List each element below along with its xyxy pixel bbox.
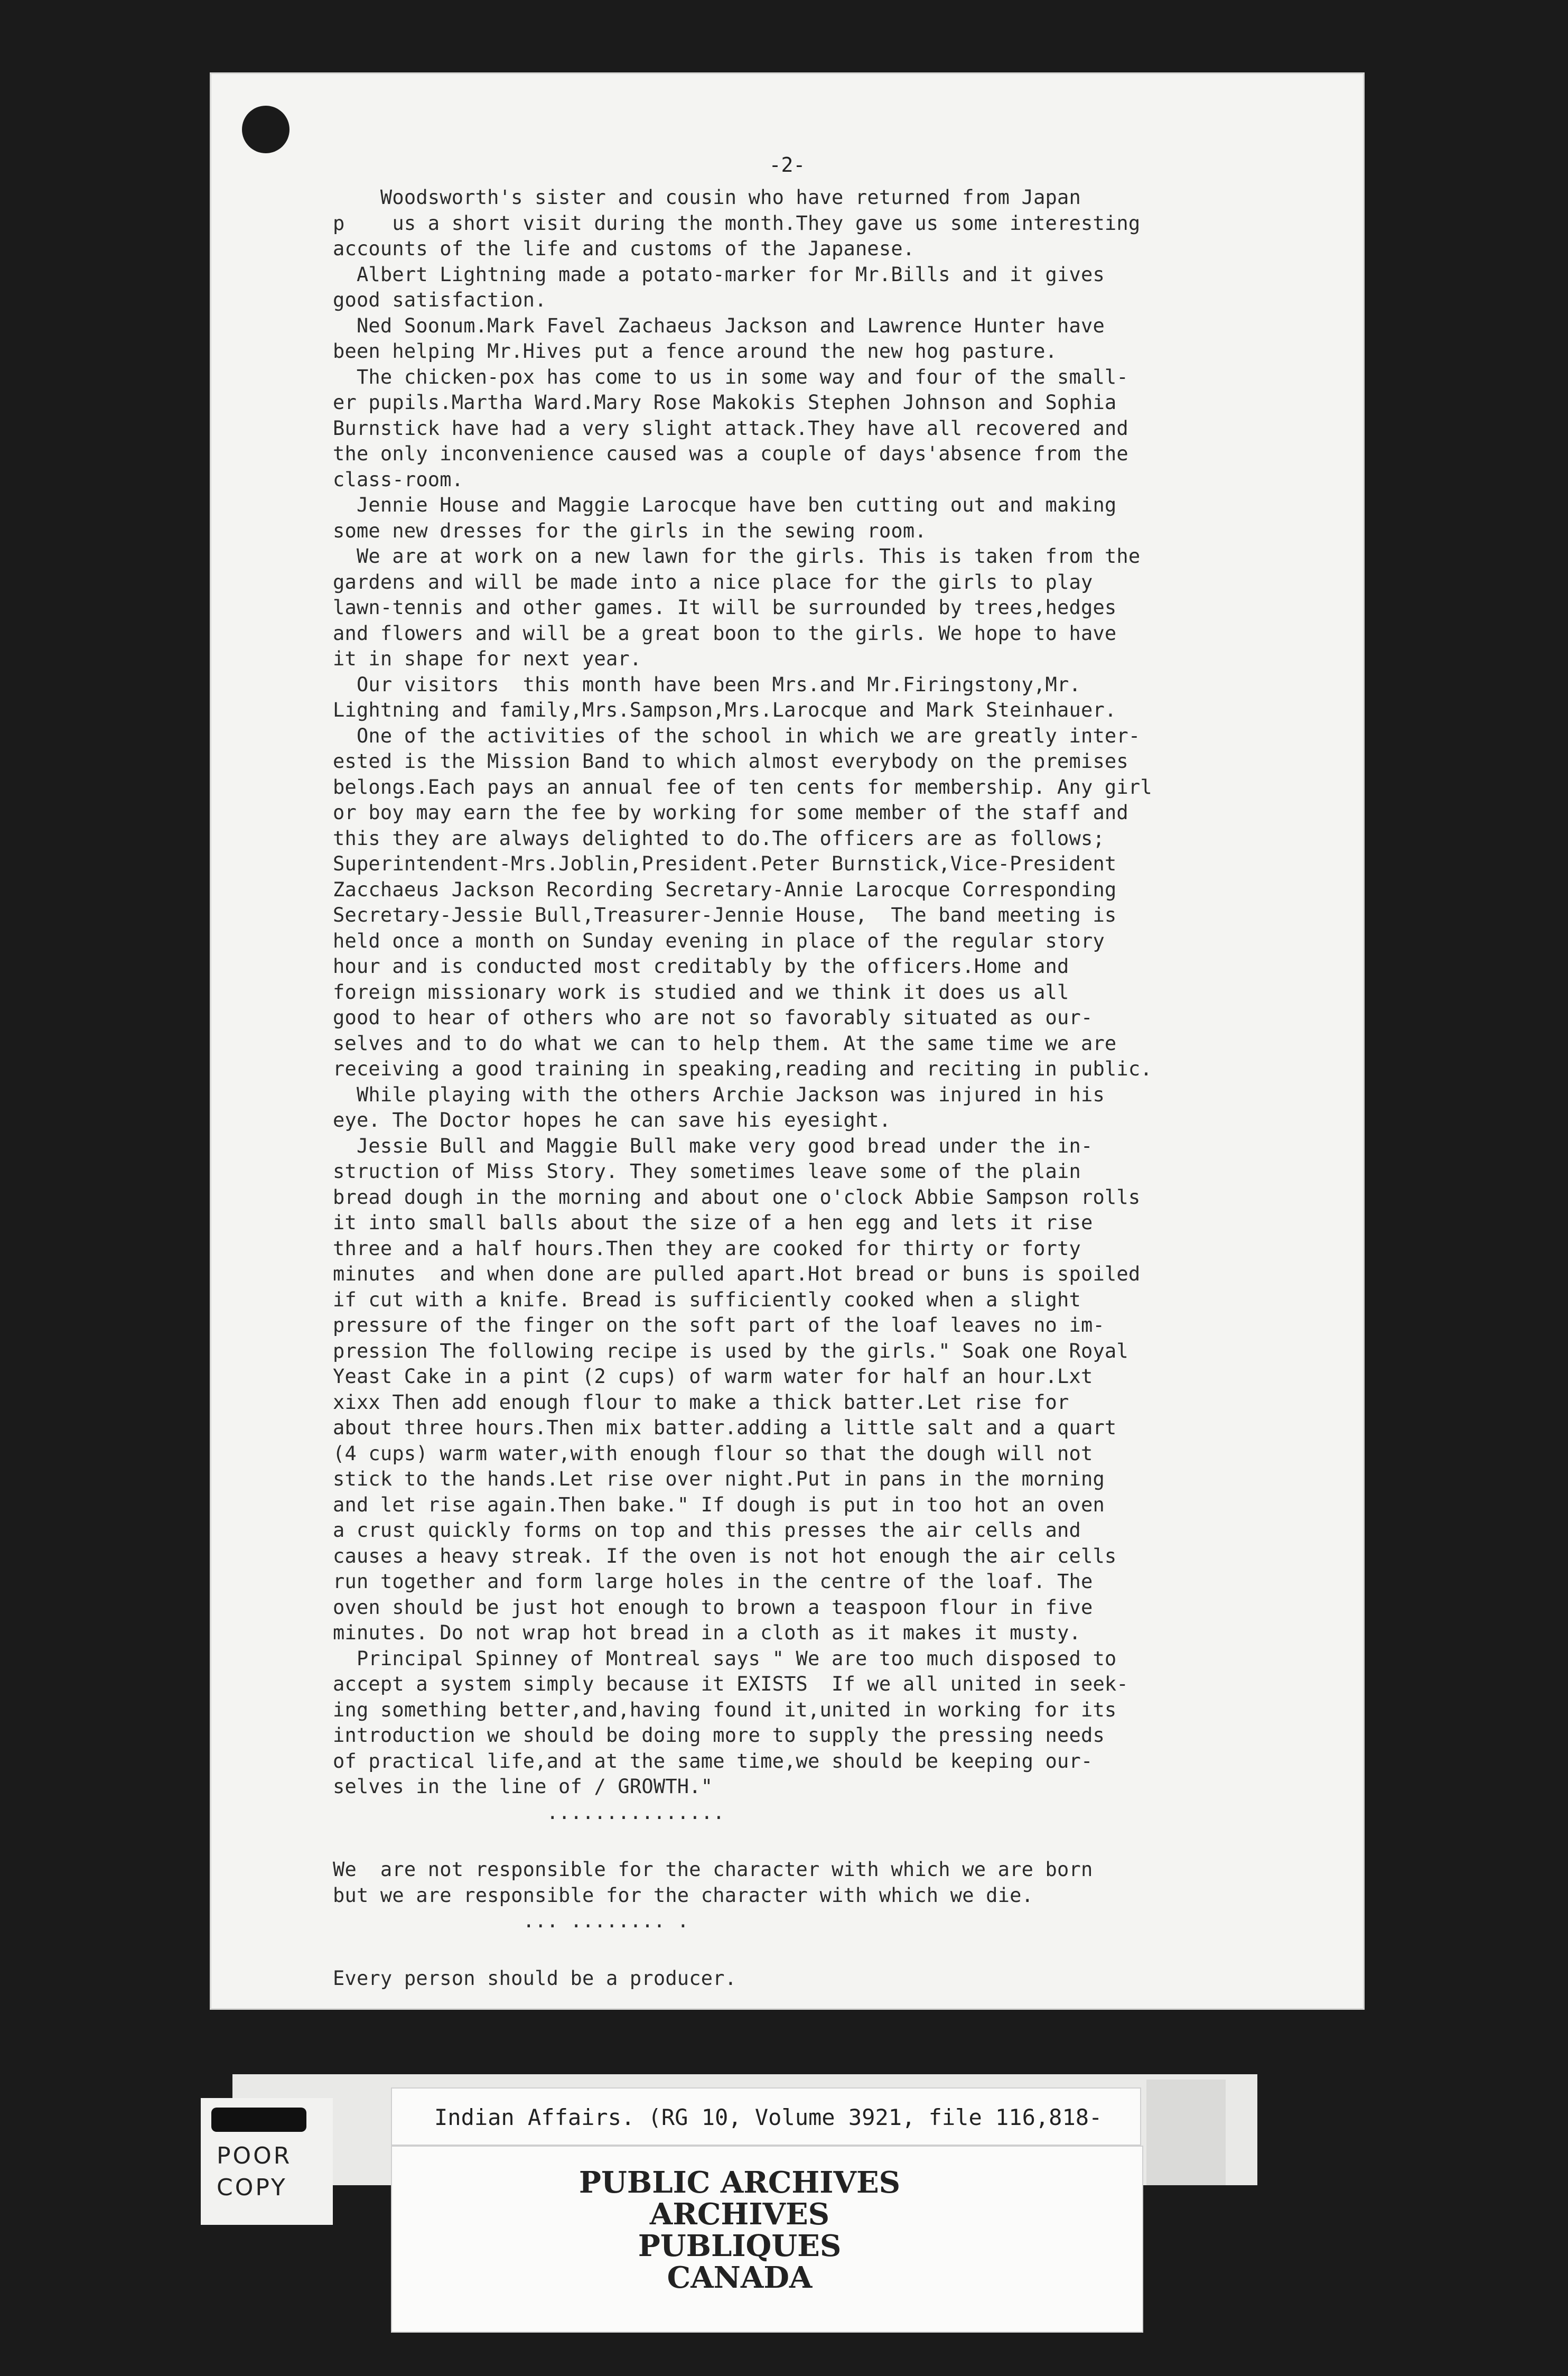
- text-line: gardens and will be made into a nice place for the girls to play: [333, 570, 1093, 593]
- text-line: p us a short visit during the month.They gave us some interesting: [333, 211, 1141, 235]
- handwritten-note-copy: COPY: [217, 2174, 287, 2201]
- separator-dots: ...............: [333, 1800, 725, 1824]
- text-line: good to hear of others who are not so favorably situated as our-: [333, 1006, 1093, 1029]
- text-line: held once a month on Sunday evening in place of the regular story: [333, 929, 1105, 952]
- spacer: [333, 1934, 1337, 1966]
- text-line: Our visitors this month have been Mrs.and Mr.Firingstony,Mr.: [333, 673, 1081, 696]
- text-line: xixx Then add enough flour to make a thick batter.Let rise for: [333, 1390, 1069, 1414]
- closing-line: Every person should be a producer.: [333, 1966, 737, 1990]
- text-line: pressure of the finger on the soft part of the loaf leaves no im-: [333, 1314, 1105, 1336]
- text-line: One of the activities of the school in which we are greatly inter-: [333, 724, 1141, 747]
- text-line: class-room.: [333, 468, 464, 491]
- handwritten-note-poor: POOR: [217, 2142, 292, 2169]
- spacer: [333, 1825, 1337, 1857]
- text-line: accept a system simply because it EXISTS If we all united in seek-: [333, 1673, 1128, 1695]
- text-line: foreign missionary work is studied and we think it does us all: [333, 980, 1069, 1004]
- text-line: causes a heavy streak. If the oven is not hot enough the air cells: [333, 1544, 1117, 1567]
- text-line: Principal Spinney of Montreal says " We are too much disposed to: [333, 1647, 1117, 1670]
- text-line: pression The following recipe is used by the girls." Soak one Royal: [333, 1339, 1128, 1362]
- quote-line: We are not responsible for the character with which we are born: [333, 1858, 1093, 1881]
- text-line: selves and to do what we can to help them. At the same time we are: [333, 1032, 1117, 1055]
- stamp-line-2: ARCHIVES PUBLIQUES: [638, 2197, 842, 2263]
- text-line: this they are always delighted to do.The officers are as follows;: [333, 827, 1105, 850]
- quote-line: but we are responsible for the character with which we die.: [333, 1883, 1034, 1907]
- text-line: about three hours.Then mix batter.adding a little salt and a quart: [333, 1416, 1117, 1439]
- text-line: Albert Lightning made a potato-marker for Mr.Bills and it gives: [333, 263, 1105, 286]
- page-number: -2-: [769, 153, 806, 177]
- scribble-mark: [211, 2108, 306, 2132]
- tape-strip: [1146, 2080, 1226, 2185]
- text-line: The chicken-pox has come to us in some way and four of the small-: [333, 365, 1128, 388]
- text-line: belongs.Each pays an annual fee of ten cents for membership. Any girl: [333, 775, 1152, 799]
- text-line: selves in the line of / GROWTH.": [333, 1775, 713, 1798]
- text-line: Secretary-Jessie Bull,Treasurer-Jennie House, The band meeting is: [333, 904, 1117, 926]
- text-line: of practical life,and at the same time,we should be keeping our-: [333, 1749, 1093, 1772]
- archive-reference: Indian Affairs. (RG 10, Volume 3921, file 116,818-: [391, 2087, 1141, 2146]
- text-line: receiving a good training in speaking,reading and reciting in public.: [333, 1057, 1152, 1080]
- text-line: Woodsworth's sister and cousin who have returned from Japan: [333, 186, 1081, 209]
- text-line: if cut with a knife. Bread is sufficiently cooked when a slight: [333, 1288, 1081, 1311]
- text-line: the only inconvenience caused was a couple of days'absence from the: [333, 442, 1128, 465]
- text-line: We are at work on a new lawn for the girls. This is taken from the: [333, 545, 1141, 568]
- text-line: lawn-tennis and other games. It will be surrounded by trees,hedges: [333, 596, 1117, 619]
- text-line: Jessie Bull and Maggie Bull make very good bread under the in-: [333, 1134, 1093, 1157]
- text-line: and let rise again.Then bake." If dough is put in too hot an oven: [333, 1493, 1105, 1516]
- text-line: ested is the Mission Band to which almost everybody on the premises: [333, 750, 1128, 773]
- text-line: minutes and when done are pulled apart.Hot bread or buns is spoiled: [333, 1263, 1141, 1285]
- text-line: oven should be just hot enough to brown a teaspoon flour in five: [333, 1595, 1093, 1619]
- text-line: ing something better,and,having found it,united in working for its: [333, 1698, 1117, 1721]
- stamp-line-1: PUBLIC ARCHIVES: [578, 2165, 901, 2200]
- text-line: Superintendent-Mrs.Joblin,President.Peter Burnstick,Vice-President: [333, 852, 1117, 875]
- text-line: Lightning and family,Mrs.Sampson,Mrs.Larocque and Mark Steinhauer.: [333, 699, 1117, 721]
- text-line: it into small balls about the size of a hen egg and lets it rise: [333, 1211, 1093, 1234]
- archive-stamp: [549, 2167, 930, 2294]
- document-page: [211, 74, 1363, 2008]
- text-line: hour and is conducted most creditably by the officers.Home and: [333, 955, 1069, 978]
- text-line: struction of Miss Story. They sometimes leave some of the plain: [333, 1160, 1081, 1183]
- text-line: it in shape for next year.: [333, 647, 642, 670]
- text-line: Burnstick have had a very slight attack.They have all recovered and: [333, 416, 1128, 440]
- text-line: three and a half hours.Then they are cooked for thirty or forty: [333, 1237, 1081, 1260]
- stamp-line-3: CANADA: [667, 2260, 813, 2295]
- text-line: er pupils.Martha Ward.Mary Rose Makokis Stephen Johnson and Sophia: [333, 391, 1117, 414]
- text-line: stick to the hands.Let rise over night.Put in pans in the morning: [333, 1468, 1105, 1490]
- text-line: eye. The Doctor hopes he can save his eyesight.: [333, 1109, 891, 1131]
- text-line: Ned Soonum.Mark Favel Zachaeus Jackson and Lawrence Hunter have: [333, 314, 1105, 337]
- document-body: [333, 185, 1337, 1991]
- text-line: and flowers and will be a great boon to the girls. We hope to have: [333, 621, 1117, 645]
- text-line: been helping Mr.Hives put a fence around the new hog pasture.: [333, 340, 1058, 363]
- text-line: Yeast Cake in a pint (2 cups) of warm water for half an hour.Lxt: [333, 1365, 1093, 1388]
- text-line: minutes. Do not wrap hot bread in a cloth as it makes it musty.: [333, 1621, 1081, 1644]
- text-line: Jennie House and Maggie Larocque have ben cutting out and making: [333, 494, 1117, 516]
- text-line: accounts of the life and customs of the Japanese.: [333, 237, 915, 260]
- text-line: run together and form large holes in the centre of the loaf. The: [333, 1570, 1093, 1593]
- text-line: bread dough in the morning and about one o'clock Abbie Sampson rolls: [333, 1185, 1141, 1209]
- text-line: (4 cups) warm water,with enough flour so that the dough will not: [333, 1442, 1093, 1465]
- text-line: a crust quickly forms on top and this presses the air cells and: [333, 1519, 1081, 1542]
- text-line: or boy may earn the fee by working for some member of the staff and: [333, 801, 1128, 824]
- text-line: some new dresses for the girls in the sewing room.: [333, 519, 927, 542]
- poor-copy-label: [201, 2098, 333, 2225]
- separator-dots: ... ........ .: [333, 1909, 689, 1932]
- text-line: good satisfaction.: [333, 289, 547, 311]
- text-line: Zacchaeus Jackson Recording Secretary-Annie Larocque Corresponding: [333, 878, 1117, 901]
- text-line: While playing with the others Archie Jackson was injured in his: [333, 1083, 1105, 1106]
- punch-hole: [242, 106, 290, 153]
- text-line: introduction we should be doing more to supply the pressing needs: [333, 1724, 1105, 1747]
